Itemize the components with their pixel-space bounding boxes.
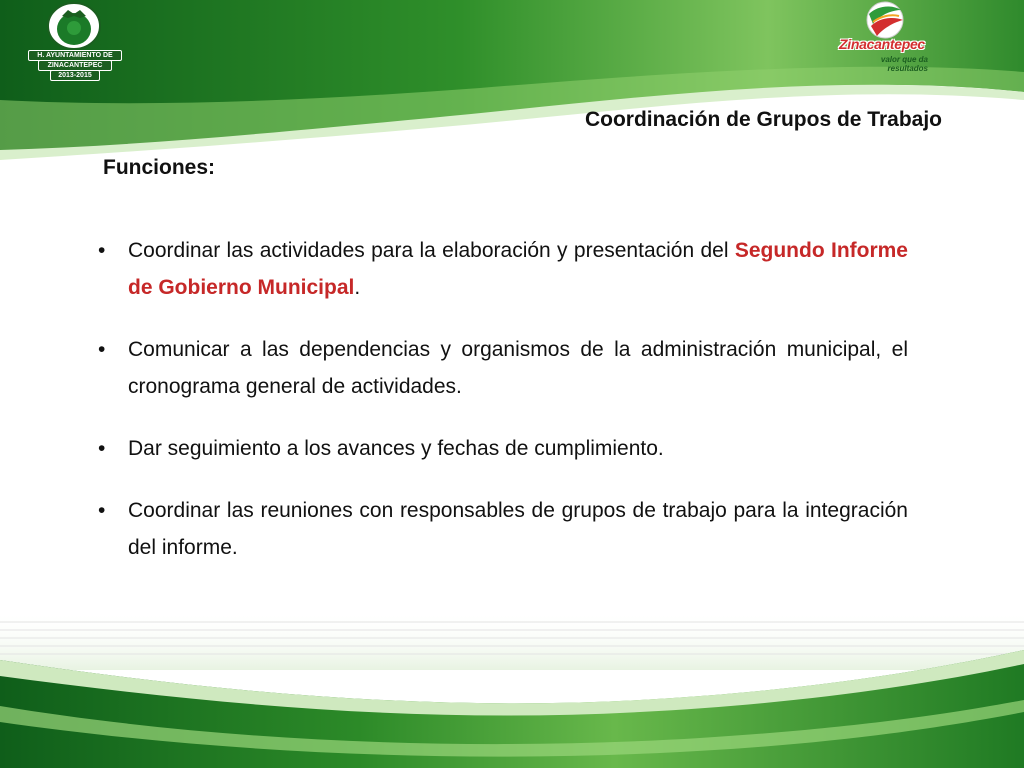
bullet-icon: •: [98, 437, 106, 460]
highlight-text: Segundo Informe de Gobierno Municipal: [128, 239, 908, 299]
list-item: [98, 492, 908, 566]
bullet-text: Coordinar las actividades para la elaboración y presentación del: [128, 239, 735, 262]
bullet-icon: •: [98, 499, 106, 522]
logo-text-line-1: H. AYUNTAMIENTO DE: [28, 50, 122, 61]
bullet-suffix: .: [354, 276, 361, 299]
bullet-icon: •: [98, 338, 106, 361]
brand-slogan: valor que da resultados: [880, 55, 928, 73]
section-label: Funciones:: [103, 156, 216, 179]
bullet-text: Dar seguimiento a los avances y fechas de cumplimiento.: [128, 437, 664, 460]
municipal-emblem-icon: [44, 2, 104, 50]
zinacantepec-logo: [832, 0, 942, 72]
list-item: [98, 232, 908, 306]
list-item: [98, 430, 908, 467]
ayuntamiento-logo: [28, 2, 118, 86]
bullet-text: Comunicar a las dependencias y organismos de la administración municipal, el cronograma general de actividades.: [128, 338, 908, 398]
list-item: [98, 331, 908, 405]
functions-list: [98, 232, 908, 566]
bullet-text: Coordinar las reuniones con responsables de grupos de trabajo para la integración del informe.: [128, 499, 908, 559]
brand-name: Zinacantepec: [839, 36, 925, 52]
logo-text-line-2: ZINACANTEPEC: [38, 60, 112, 71]
zinacantepec-badge-icon: [863, 0, 907, 40]
slide-title: Coordinación de Grupos de Trabajo: [584, 108, 942, 131]
logo-text-line-3: 2013-2015: [50, 70, 100, 81]
bullet-icon: •: [98, 239, 106, 262]
